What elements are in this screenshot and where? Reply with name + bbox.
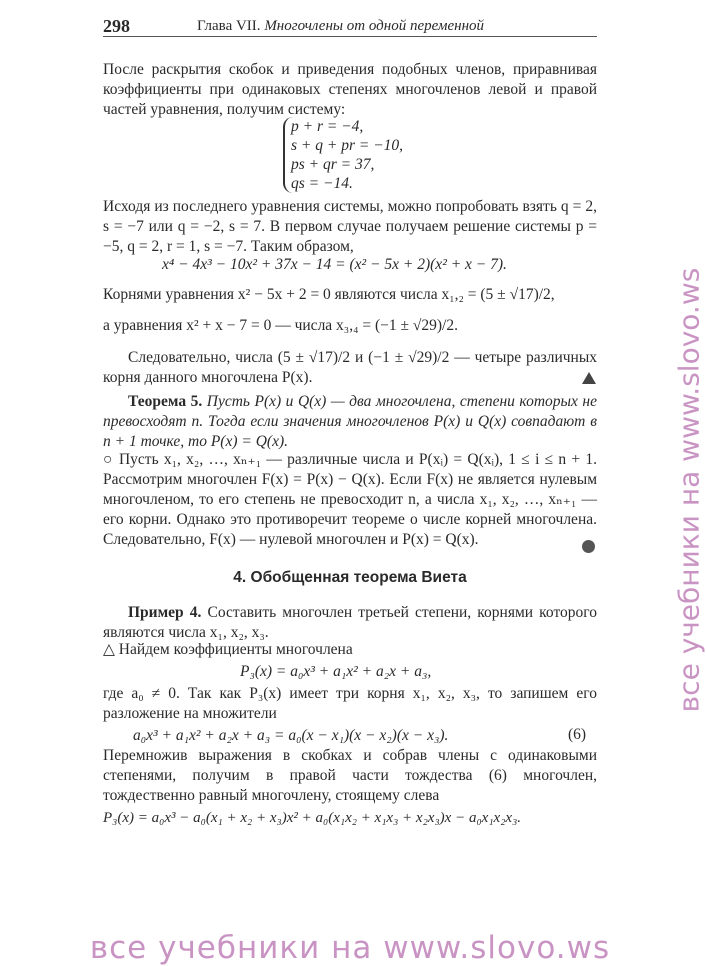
system-eq-1: p + r = −4, — [291, 118, 364, 135]
page-header — [103, 8, 597, 37]
example-4 — [103, 603, 597, 643]
paragraph-multiply: Перемножив выражения в скобках и собрав члены с одинаковыми степенями, получим в правой части тождества (6) многочлен, тождественно равный многочлену, стоящему слева — [103, 747, 597, 804]
watermark-side: все учебники на www.slovo.ws — [672, 267, 706, 713]
running-title — [197, 18, 484, 35]
polynomial-equation: P₃(x) = a₀x³ + a₁x² + a₂x + a₃, — [240, 663, 432, 680]
system-eq-3: ps + qr = 37, — [291, 156, 375, 173]
paragraph-intro: После раскрытия скобок и приведения подобных членов, приравнивая коэффициенты при одинаковых степенях многочленов левой и правой частей уравнения, получим систему: — [103, 61, 597, 118]
chapter-label: Глава VII. — [197, 18, 261, 34]
watermark-bottom: все учебники на www.slovo.ws — [89, 930, 611, 966]
end-of-proof-dot-icon — [582, 540, 595, 553]
proof-paragraph: ○ Пусть x₁, x₂, …, xₙ₊₁ — различные числа и P(xᵢ) = Q(xᵢ), 1 ≤ i ≤ n + 1. Рассмотрим многочлен F(x) = P(x) − Q(x). Если F(x) не является нулевым многочленом, то его степень не превосходит n, а числа x₁, x₂, …, xₙ₊₁ — его корни. Однако это противоречит теореме о числе корней многочлена. Следовательно, F(x) — нулевой многочлен и P(x) = Q(x). — [103, 451, 597, 548]
system-eq-2: s + q + pr = −10, — [291, 137, 404, 154]
chapter-title: Многочлены от одной переменной — [264, 18, 485, 34]
theorem-5 — [103, 392, 597, 452]
example-label: Пример 4. — [128, 604, 202, 621]
roots-line-1: Корнями уравнения x² − 5x + 2 = 0 являются числа x₁,₂ = (5 ± √17)/2, — [103, 286, 555, 303]
solution-start: △ Найдем коэффициенты многочлена — [103, 641, 353, 658]
page-number: 298 — [103, 16, 130, 36]
equation-6: a₀x³ + a₁x² + a₂x + a₃ = a₀(x − x₁)(x − x₂)(x − x₃). — [133, 727, 449, 744]
factorization-equation: x⁴ − 4x³ − 10x² + 37x − 14 = (x² − 5x + 2)(x² + x − 7). — [162, 256, 507, 273]
end-of-solution-triangle-icon — [582, 372, 596, 384]
roots-line-2: а уравнения x² + x − 7 = 0 — числа x₃,₄ = (−1 ± √29)/2. — [103, 317, 458, 334]
theorem-text: Пусть P(x) и Q(x) — два многочлена, степени которых не превосходят n. Тогда если значения многочленов P(x) и Q(x) совпадают в n + 1 точке, то P(x) = Q(x). — [103, 393, 598, 450]
system-eq-4: qs = −14. — [291, 175, 353, 192]
equation-6-label: (6) — [568, 726, 587, 743]
section-title: 4. Обобщенная теорема Виета — [233, 569, 467, 586]
paragraph-system-solution: Исходя из последнего уравнения системы, можно попробовать взять q = 2, s = −7 или q = −2, s = 7. В первом случае получаем решение системы p = −5, q = 2, r = 1, s = −7. Таким образом, — [103, 198, 597, 255]
conclusion-paragraph: Следовательно, числа (5 ± √17)/2 и (−1 ± √29)/2 — четыре различных корня данного многочлена P(x). — [103, 349, 597, 386]
paragraph-factorization: где a₀ ≠ 0. Так как P₃(x) имеет три корня x₁, x₂, x₃, то запишем его разложение на множители — [103, 685, 597, 722]
final-equation: P₃(x) = a₀x³ − a₀(x₁ + x₂ + x₃)x² + a₀(x₁x₂ + x₁x₃ + x₂x₃)x − a₀x₁x₂x₃. — [103, 810, 522, 826]
theorem-label: Теорема 5. — [128, 393, 203, 410]
example-text: Составить многочлен третьей степени, корнями которого являются числа x₁, x₂, x₃. — [103, 604, 598, 641]
